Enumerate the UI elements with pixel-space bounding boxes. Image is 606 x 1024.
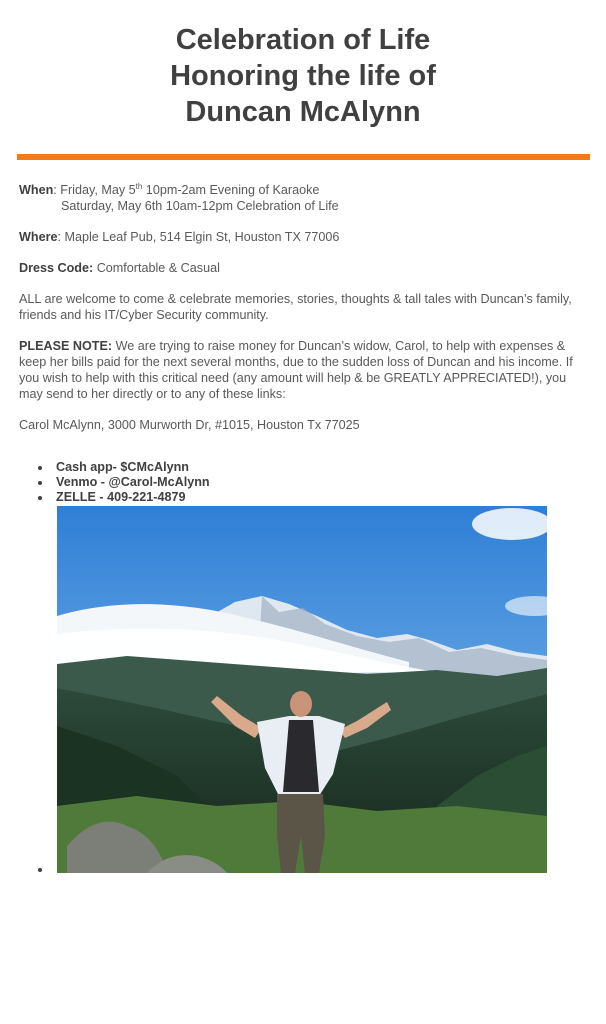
- list-item-venmo: Venmo - @Carol-McAlynn: [36, 475, 210, 490]
- page-title: [0, 22, 606, 130]
- dress-code-section: [19, 260, 587, 276]
- when-label: When: [19, 183, 54, 197]
- mountain-photo: [57, 506, 547, 873]
- list-item-zelle: ZELLE - 409-221-4879: [36, 490, 210, 505]
- mountain-photo-illustration: [57, 506, 547, 873]
- note-paragraph: [19, 338, 587, 402]
- dress-code-label: Dress Code:: [19, 261, 94, 275]
- when-section: When: Friday, May 5th 10pm-2am Evening of Karaoke Saturday, May 6th 10am-12pm Celebration of Life: [19, 182, 587, 214]
- welcome-paragraph: ALL are welcome to come & celebrate memories, stories, thoughts & tall tales with Duncan’s family, friends and his IT/Cyber Security community.: [19, 292, 572, 322]
- dress-code-text: Comfortable & Casual: [96, 261, 220, 275]
- where-label: Where: [19, 230, 58, 244]
- event-details: [19, 182, 587, 448]
- when-line-1-post: 10pm-2am Evening of Karaoke: [142, 183, 320, 197]
- title-line-2: Honoring the life of: [170, 60, 436, 92]
- title-line-3: Duncan McAlynn: [185, 96, 421, 128]
- when-line-1-sup: th: [135, 181, 143, 191]
- when-line-2: Saturday, May 6th 10am-12pm Celebration of Life: [61, 199, 339, 213]
- when-line-1-pre: Friday, May 5: [60, 183, 136, 197]
- note-text: We are trying to raise money for Duncan’s widow, Carol, to help with expenses & keep her bills paid for the next several months, due to the sudden loss of Duncan and his income. If you wish to help with this critical need (any amount will help & be GREATLY APPRECIATED!), you may send to her directly or to any of these links:: [19, 339, 573, 401]
- orange-divider: [17, 154, 590, 160]
- where-section: Where: Maple Leaf Pub, 514 Elgin St, Houston TX 77006: [19, 230, 340, 244]
- list-item-cash-app: Cash app- $CMcAlynn: [36, 460, 210, 475]
- title-line-1: Celebration of Life: [175, 24, 431, 56]
- where-text: Maple Leaf Pub, 514 Elgin St, Houston TX 77006: [64, 230, 340, 244]
- photo-bullet: [38, 868, 42, 872]
- donation-links: [36, 460, 210, 505]
- mailing-address: Carol McAlynn, 3000 Murworth Dr, #1015, Houston Tx 77025: [19, 418, 360, 432]
- note-label: PLEASE NOTE:: [19, 339, 113, 353]
